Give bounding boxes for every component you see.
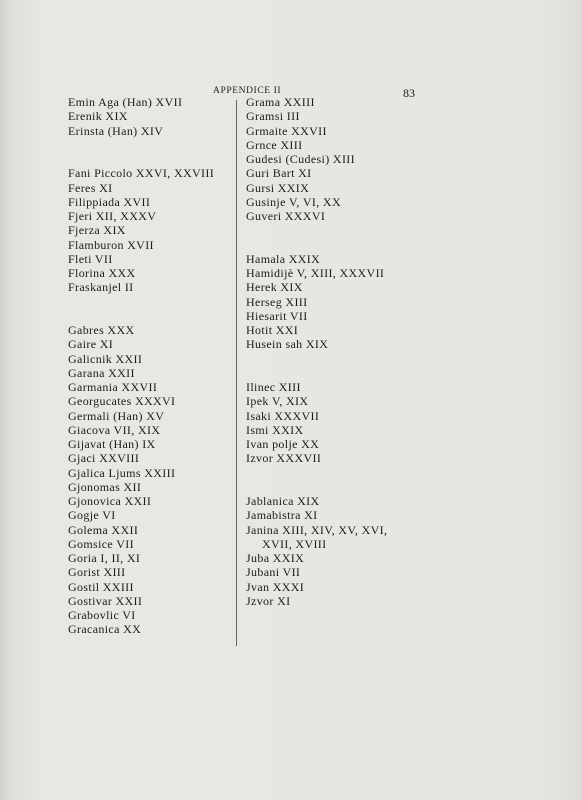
index-entry: Fani Piccolo XXVI, XXVIII xyxy=(68,166,215,181)
index-entry: XVII, XVIII xyxy=(262,536,327,551)
section-gap xyxy=(246,366,387,380)
index-entry: Ivan polje XX xyxy=(246,437,320,451)
index-column-left xyxy=(68,95,214,637)
section-gap xyxy=(68,138,214,152)
index-entry: Husein sah XIX xyxy=(246,337,329,352)
index-entry: Fjeri XII, XXXV xyxy=(68,209,157,223)
index-entry: Janina XIII, XIV, XV, XVI, xyxy=(246,522,388,537)
index-entry: Grmaite XXVII xyxy=(246,123,327,138)
index-entry: Giacova VII, XIX xyxy=(68,422,161,437)
index-entry: Ilinec XIII xyxy=(246,380,301,394)
index-entry: Golema XXII xyxy=(68,522,139,537)
section-gap xyxy=(246,480,387,494)
index-entry: Hotit XXI xyxy=(246,323,299,337)
index-entry: Hamidijè V, XIII, XXXVII xyxy=(246,266,385,280)
index-entry: Jubani VII xyxy=(246,565,301,580)
index-entry: Florina XXX xyxy=(68,266,136,280)
page-number: 83 xyxy=(403,86,415,100)
index-entry: Gjaci XXVIII xyxy=(68,451,140,466)
index-entry: Gogje VI xyxy=(68,508,116,523)
running-title: APPENDICE II xyxy=(213,86,282,96)
index-entry: Gomsice VII xyxy=(68,536,134,551)
index-entry: Hiesarit VII xyxy=(246,308,308,323)
section-gap xyxy=(246,352,387,366)
index-entry: Juba XXIX xyxy=(246,551,305,565)
index-entry: Gudesi (Cudesi) XIII xyxy=(246,152,355,166)
index-entry: Gijavat (Han) IX xyxy=(68,437,156,451)
index-entry: Jamabistra XI xyxy=(246,508,318,523)
index-entry: Ipek V, XIX xyxy=(246,394,309,409)
index-entry: Erinsta (Han) XIV xyxy=(68,123,164,138)
index-entry: Herseg XIII xyxy=(246,294,308,309)
index-entry: Izvor XXXVII xyxy=(246,451,322,466)
index-entry: Georgucates XXXVI xyxy=(68,394,176,409)
index-entry: Jvan XXXI xyxy=(246,579,305,594)
index-entry: Germali (Han) XV xyxy=(68,408,165,423)
index-entry: Hamala XXIX xyxy=(246,251,321,266)
index-entry: Galicnik XXII xyxy=(68,351,143,366)
index-entry: Gorist XIII xyxy=(68,565,126,580)
index-entry: Fraskanjel II xyxy=(68,280,134,295)
index-entry: Garana XXII xyxy=(68,365,135,380)
index-entry: Gracanica XX xyxy=(68,622,142,637)
index-entry: Gursi XXIX xyxy=(246,180,310,195)
index-entry: Gostivar XXII xyxy=(68,593,143,608)
index-entry: Fjerza XIX xyxy=(68,223,126,238)
index-column-right xyxy=(246,95,387,608)
index-entry: Filippiada XVII xyxy=(68,194,151,209)
index-entry: Gjalica Ljums XXIII xyxy=(68,465,176,480)
section-gap xyxy=(246,466,387,480)
index-entry: Isaki XXXVII xyxy=(246,408,320,423)
index-entry: Grnce XIII xyxy=(246,137,303,152)
section-gap xyxy=(68,152,214,166)
index-entry: Guri Bart XI xyxy=(246,166,312,181)
index-entry: Garmania XXVII xyxy=(68,380,158,394)
index-entry: Gjonomas XII xyxy=(68,479,142,494)
index-entry: Grama XXIII xyxy=(246,95,315,109)
index-entry: Jzvor XI xyxy=(246,593,291,608)
index-entry: Fleti VII xyxy=(68,251,113,266)
index-entry: Emin Aga (Han) XVII xyxy=(68,95,183,109)
section-gap xyxy=(68,295,214,309)
index-entry: Gusinje V, VI, XX xyxy=(246,194,341,209)
index-entry: Feres XI xyxy=(68,180,113,195)
index-entry: Flamburon XVII xyxy=(68,237,154,252)
index-entry: Gramsi III xyxy=(246,109,300,124)
index-entry: Guveri XXXVI xyxy=(246,209,326,223)
column-divider xyxy=(236,100,237,646)
index-entry: Gabres XXX xyxy=(68,323,135,337)
index-entry: Ismi XXIX xyxy=(246,422,304,437)
index-entry: Erenik XIX xyxy=(68,109,128,124)
section-gap xyxy=(246,238,387,252)
index-entry: Goria I, II, XI xyxy=(68,551,141,565)
section-gap xyxy=(68,309,214,323)
section-gap xyxy=(246,223,387,237)
index-entry: Jablanica XIX xyxy=(246,494,320,508)
index-entry: Gjonovica XXII xyxy=(68,494,152,508)
index-entry: Grabovlic VI xyxy=(68,608,136,622)
index-entry: Gostil XXIII xyxy=(68,579,134,594)
index-entry: Herek XIX xyxy=(246,280,303,295)
index-entry: Gaire XI xyxy=(68,337,114,352)
